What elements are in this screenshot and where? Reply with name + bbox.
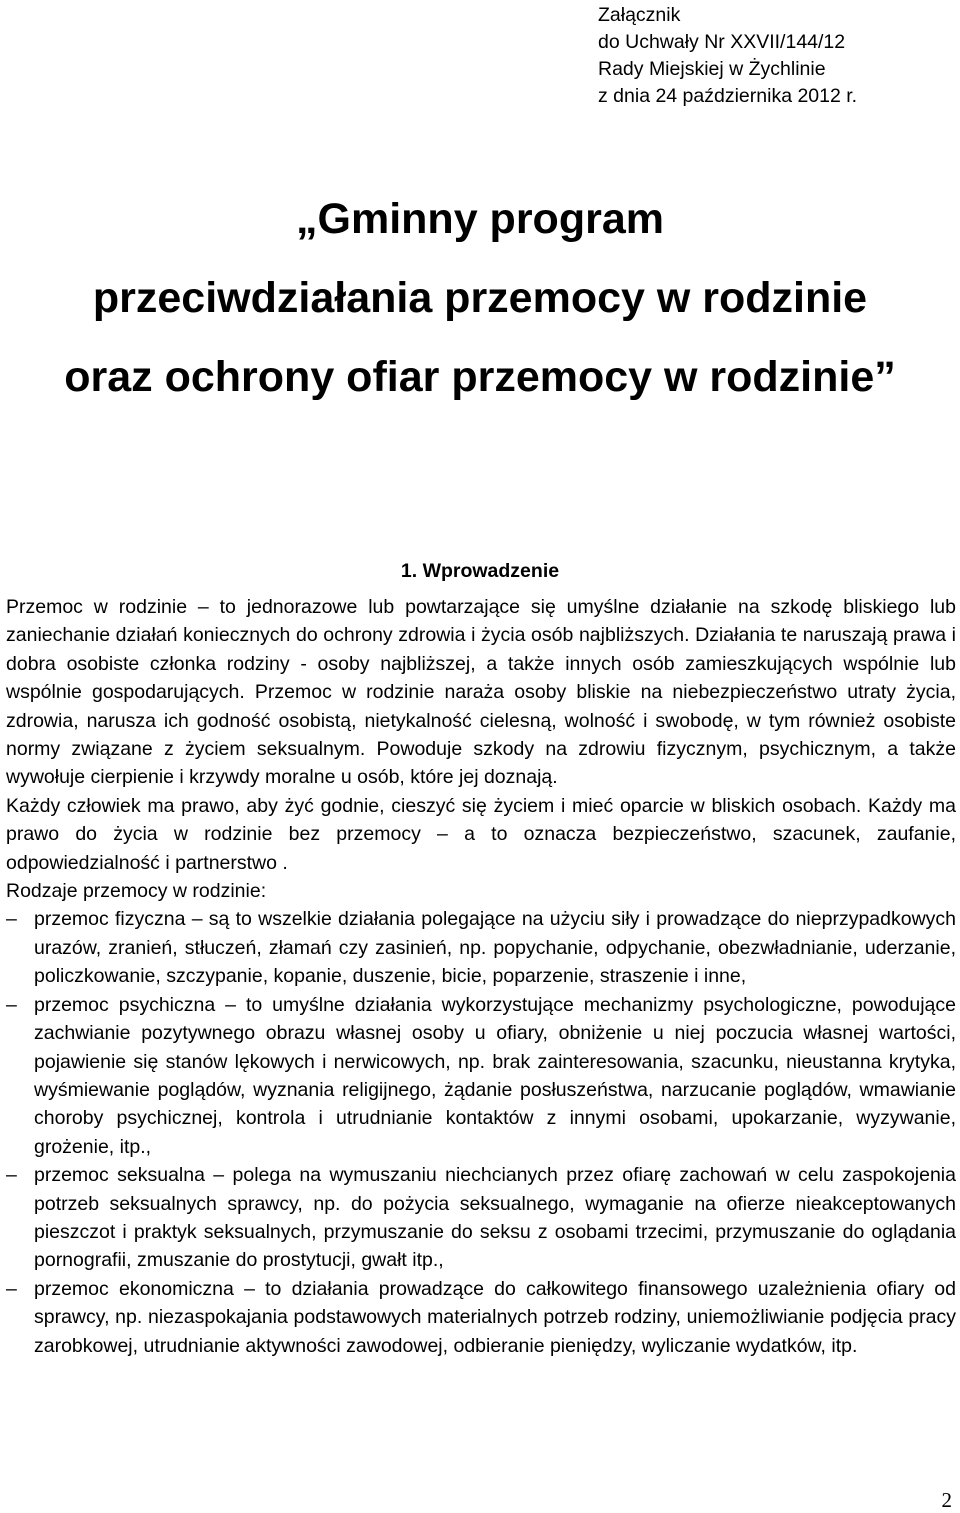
header-line-attachment: Załącznik: [598, 4, 681, 26]
title-line-3: oraz ochrony ofiar przemocy w rodzinie”: [64, 353, 896, 401]
paragraph-rights: Każdy człowiek ma prawo, aby żyć godnie, cieszyć się życiem i mieć oparcie w bliskich osobach. Każdy ma prawo do życia w rodzinie bez przemocy – a to oznacza bezpieczeństwo, szacunek, zaufanie, odpowiedzialność i partnerstwo .: [6, 794, 956, 874]
dash-bullet: –: [6, 993, 17, 1016]
section-content: [6, 593, 956, 1360]
list-item-text: przemoc ekonomiczna – to działania prowadzące do całkowitego finansowego uzależnienia ofiary od sprawcy, np. niezaspokajania podstawowych materialnych potrzeb rodziny, uniemożliwianie podjęcia pracy zarobkowej, utrudnianie aktywności zawodowej, odbieranie pieniędzy, wyliczanie wydatków, itp.: [34, 1277, 956, 1357]
list-item-text: przemoc seksualna – polega na wymuszaniu niechcianych przez ofiarę zachowań w celu zaspokojenia potrzeb seksualnych sprawcy, np. do pożycia seksualnego, wymaganie na ofierze nieakceptowanych pieszczot i praktyk seksualnych, przymuszanie do seksu z osobami trzecimi, przymuszanie do oglądania pornografii, zmuszanie do prostytucji, gwałt itp.,: [34, 1164, 956, 1272]
types-label: Rodzaje przemocy w rodzinie:: [6, 880, 267, 903]
list-item: [6, 905, 956, 990]
attachment-header: [598, 2, 857, 110]
section-heading: 1. Wprowadzenie: [400, 560, 560, 582]
page-number: 2: [941, 1488, 952, 1512]
header-line-council: Rady Miejskiej w Żychlinie: [598, 58, 826, 80]
list-item: [6, 1275, 956, 1360]
dash-bullet: –: [6, 908, 17, 931]
title-line-1: „Gminny program: [296, 195, 664, 243]
list-item: [6, 1161, 956, 1275]
header-line-date: z dnia 24 października 2012 r.: [598, 85, 858, 107]
dash-bullet: –: [6, 1277, 17, 1300]
list-item-text: przemoc fizyczna – są to wszelkie działania polegające na użyciu siły i prowadzące do nieprzypadkowych urazów, zranień, stłuczeń, złamań czy zasinień, np. popychanie, odpychanie, obezwładnianie, uderzanie, policzkowanie, szczypanie, kopanie, duszenie, bicie, poparzenie, straszenie i inne,: [34, 908, 956, 988]
header-line-resolution: do Uchwały Nr XXVII/144/12: [598, 31, 846, 53]
dash-bullet: –: [6, 1164, 17, 1187]
violence-types-list: [6, 905, 956, 1360]
title-line-2: przeciwdziałania przemocy w rodzinie: [92, 274, 868, 322]
list-item: [6, 991, 956, 1161]
list-item-text: przemoc psychiczna – to umyślne działania wykorzystujące mechanizmy psychologiczne, powodujące zachwianie pozytywnego obrazu własnej osoby u ofiary, obniżenie u niej poczucia własnej wartości, pojawienie się stanów lękowych i nerwicowych, np. brak zainteresowania, szacunku, nieustanna krytyka, wyśmiewanie poglądów, wyznania religijnego, żądanie posłuszeństwa, narzucanie poglądów, wmawianie choroby psychicznej, kontrola i utrudnianie kontaktów z innymi osobami, upokarzanie, wyzywanie, grożenie, itp.,: [34, 993, 956, 1158]
document-title: [0, 180, 960, 417]
paragraph-definition: Przemoc w rodzinie – to jednorazowe lub powtarzające się umyślne działanie na szkodę bliskiego lub zaniechanie działań koniecznych do ochrony zdrowia i życia osób najbliższych. Działania te naruszają prawa i dobra osobiste członka rodziny - osoby najbliższej, a także innych osób zamieszkujących wspólnie lub wspólnie gospodarujących. Przemoc w rodzinie naraża osoby bliskie na niebezpieczeństwo utraty życia, zdrowia, narusza ich godność osobistą, nietykalność cielesną, wolność i swobodę, w tym również osobiste normy związane z życiem seksualnym. Powoduje szkody na zdrowiu fizycznym, psychicznym, a także wywołuje cierpienie i krzywdy moralne u osób, które jej doznają.: [6, 596, 956, 789]
